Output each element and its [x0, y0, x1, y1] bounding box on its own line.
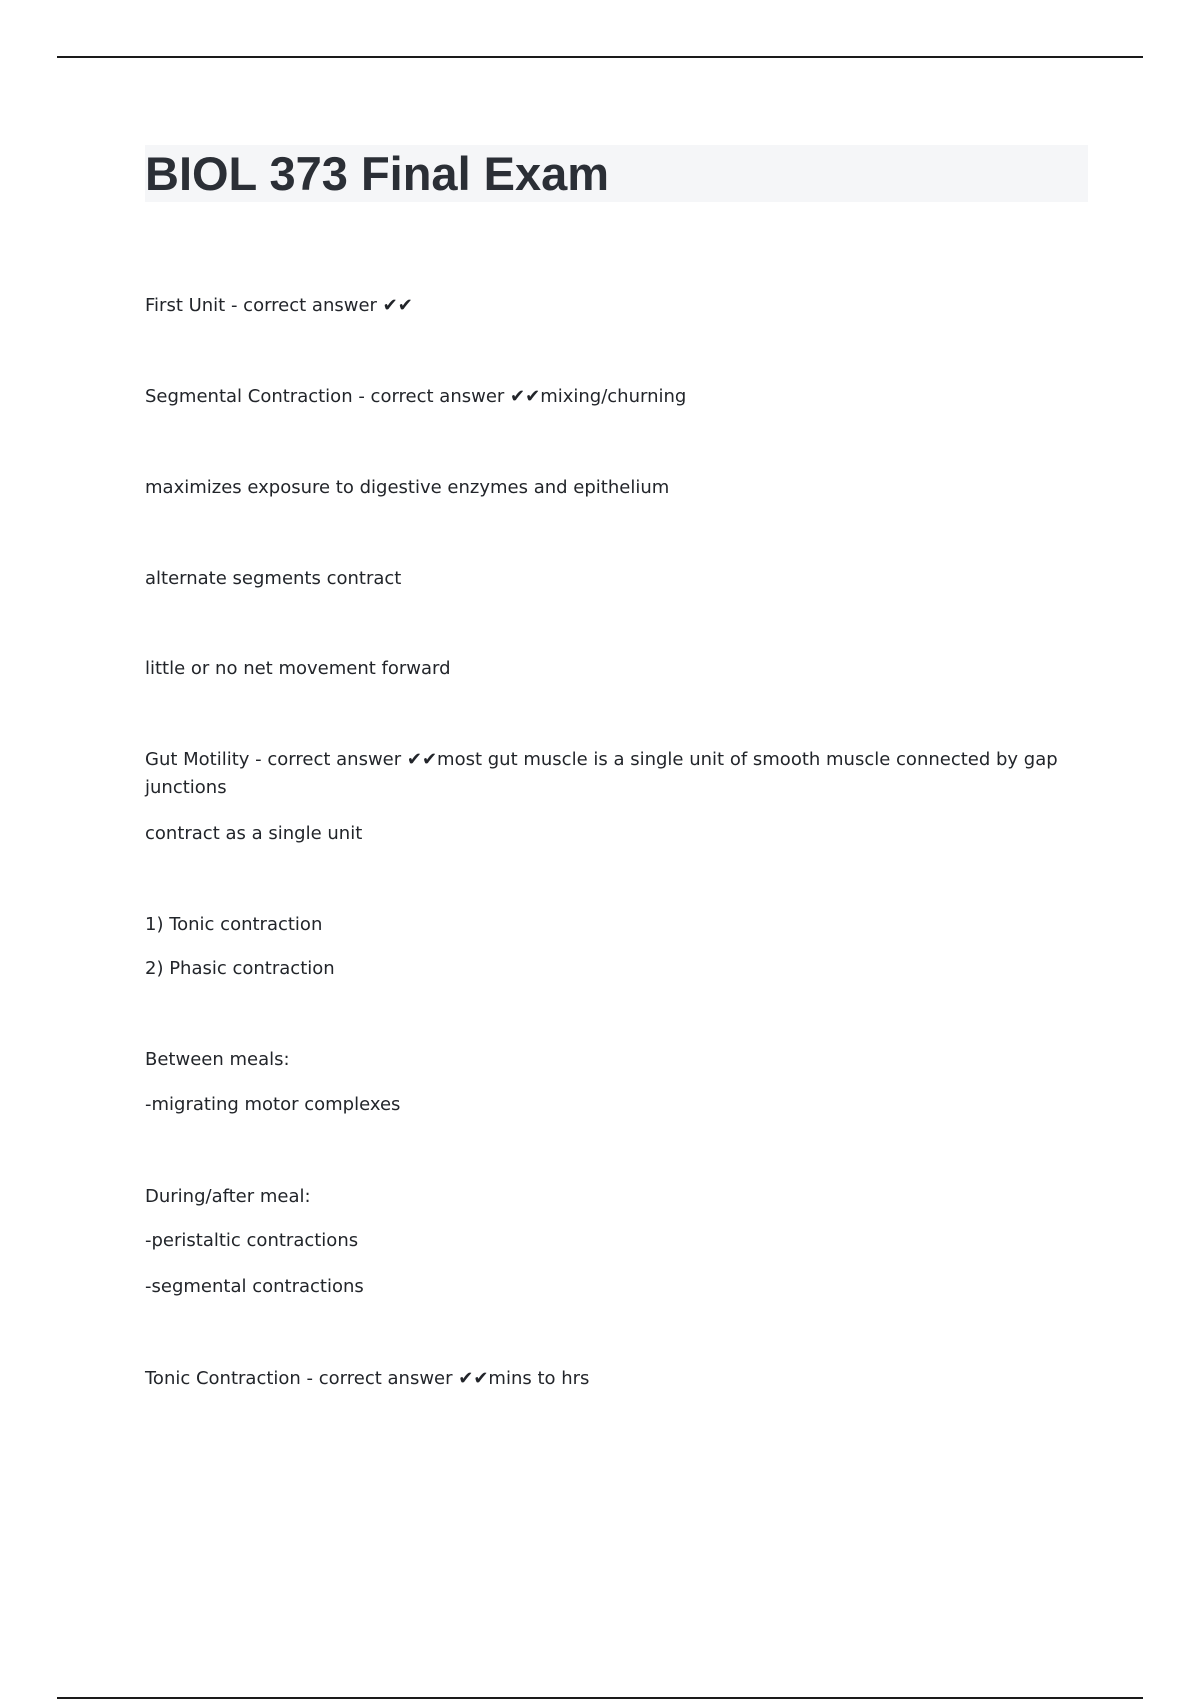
text-line: Segmental Contraction - correct answer ✔✔mixing/churning	[145, 386, 687, 407]
text-line: Between meals:	[145, 1049, 290, 1070]
text-line: Gut Motility - correct answer ✔✔most gut muscle is a single unit of smooth muscle connected by gap junctions	[145, 749, 1058, 798]
document-title: BIOL 373 Final Exam	[145, 147, 610, 200]
text-line: -segmental contractions	[145, 1276, 364, 1297]
text-line: -peristaltic contractions	[145, 1230, 359, 1251]
text-line: 2) Phasic contraction	[145, 958, 335, 979]
text-line: contract as a single unit	[145, 823, 363, 844]
text-line: maximizes exposure to digestive enzymes and epithelium	[145, 477, 670, 498]
bottom-rule	[57, 1697, 1143, 1699]
text-line: little or no net movement forward	[145, 658, 451, 679]
text-line: alternate segments contract	[145, 568, 402, 589]
text-line: First Unit - correct answer ✔✔	[145, 295, 413, 316]
text-line: Tonic Contraction - correct answer ✔✔mins to hrs	[145, 1368, 590, 1389]
text-line: During/after meal:	[145, 1186, 311, 1207]
text-line: -migrating motor complexes	[145, 1094, 401, 1115]
top-rule	[57, 56, 1143, 58]
text-line: 1) Tonic contraction	[145, 914, 323, 935]
